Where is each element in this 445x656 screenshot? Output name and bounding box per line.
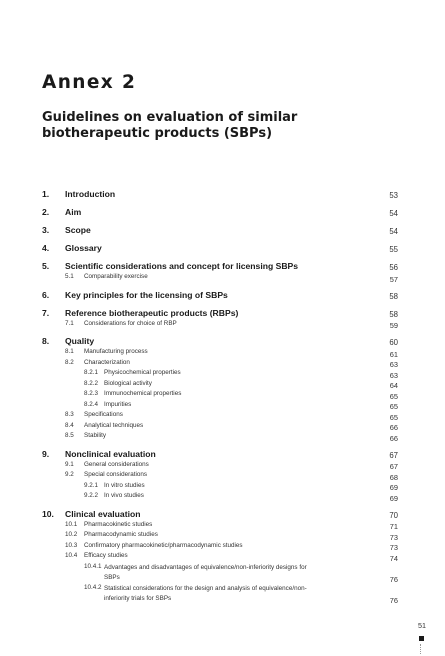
toc-entry-title: Aim	[65, 207, 82, 217]
toc-entry-4	[42, 240, 398, 255]
toc-entry-title: Key principles for the licensing of SBPs	[65, 289, 228, 300]
toc-entry-number: 8.2.2	[84, 379, 99, 387]
toc-entry-10-4-2	[42, 584, 398, 605]
toc-entry-page: 58	[389, 309, 398, 319]
toc-entry-page: 61	[389, 349, 398, 359]
table-of-contents	[42, 186, 398, 605]
toc-entry-title: Analytical techniques	[84, 421, 144, 429]
toc-entry-number: 10.	[42, 508, 54, 519]
toc-entry-number: 10.2	[65, 531, 78, 538]
toc-entry-8-2-1	[42, 369, 398, 380]
toc-entry-number: 9.2	[65, 471, 74, 478]
toc-entry-8-1	[42, 348, 398, 359]
toc-entry-page: 66	[389, 433, 398, 443]
toc-entry-10-4	[42, 552, 398, 563]
toc-entry-page: 67	[389, 450, 398, 460]
toc-entry-title: Statistical considerations for the design and analysis of equivalence/non-inferiority trials for SBPs	[104, 584, 307, 602]
toc-entry-page: 69	[389, 493, 398, 503]
toc-entry-title: General considerations	[84, 460, 149, 468]
toc-entry-page: 70	[389, 510, 398, 520]
toc-entry-page: 74	[389, 553, 398, 563]
toc-entry-7-1	[42, 320, 398, 331]
toc-entry-9	[42, 446, 398, 461]
toc-entry-10-3	[42, 542, 398, 553]
toc-entry-8-2	[42, 359, 398, 370]
toc-entry-5	[42, 258, 398, 273]
toc-entry-title: Reference biotherapeutic products (RBPs)	[65, 307, 239, 318]
toc-entry-page: 64	[389, 381, 398, 390]
toc-entry-7	[42, 305, 398, 320]
toc-entry-page: 59	[389, 321, 398, 330]
toc-entry-8-3	[42, 411, 398, 422]
toc-entry-number: 8.2.1	[84, 369, 99, 376]
toc-entry-8-2-4	[42, 401, 398, 412]
toc-entry-number: 10.3	[65, 541, 78, 549]
toc-entry-title: Characterization	[84, 358, 130, 366]
toc-entry-title: In vitro studies	[104, 481, 145, 489]
toc-entry-9-2	[42, 471, 398, 482]
annex-heading: Annex 2	[42, 72, 137, 93]
toc-entry-number: 8.2.3	[84, 390, 99, 397]
page-marker-square	[419, 636, 424, 641]
toc-entry-number: 10.4.1	[84, 562, 102, 570]
toc-entry-9-1	[42, 461, 398, 472]
toc-entry-page: 54	[389, 227, 398, 236]
toc-entry-number: 8.1	[65, 348, 74, 355]
toc-entry-page: 57	[389, 274, 398, 284]
toc-entry-title: Manufacturing process	[84, 348, 148, 355]
toc-entry-number: 3.	[42, 225, 50, 235]
toc-entry-title: In vivo studies	[104, 492, 144, 499]
toc-entry-9-2-1	[42, 482, 398, 493]
toc-entry-title: Introduction	[65, 189, 116, 199]
toc-entry-page: 76	[389, 595, 398, 605]
toc-entry-9-2-2	[42, 492, 398, 503]
toc-entry-number: 9.2.1	[84, 481, 99, 489]
toc-entry-title: Scientific considerations and concept for licensing SBPs	[65, 261, 299, 271]
toc-entry-page: 63	[389, 370, 398, 380]
toc-entry-8	[42, 333, 398, 348]
toc-entry-number: 7.1	[65, 319, 74, 327]
toc-entry-page: 73	[389, 543, 398, 552]
toc-entry-8-4	[42, 422, 398, 433]
toc-entry-number: 10.4	[65, 552, 78, 559]
toc-entry-title: Stability	[84, 432, 107, 439]
document-title: Guidelines on evaluation of similar biotherapeutic products (SBPs)	[42, 110, 298, 141]
page-number: 51	[418, 621, 426, 630]
toc-entry-page: 60	[389, 338, 398, 347]
toc-entry-title: Immunochemical properties	[104, 390, 182, 397]
toc-entry-title: Confirmatory pharmacokinetic/pharmacodynamic studies	[84, 541, 243, 549]
toc-entry-title: Specifications	[84, 411, 123, 418]
toc-entry-page: 55	[389, 245, 398, 254]
toc-entry-number: 6.	[42, 289, 50, 300]
toc-entry-10-1	[42, 521, 398, 532]
toc-entry-number: 8.5	[65, 432, 74, 439]
toc-entry-page: 58	[389, 291, 398, 301]
toc-entry-number: 4.	[42, 243, 50, 253]
toc-entry-page: 63	[389, 360, 398, 369]
page-marker-dots	[420, 644, 422, 654]
toc-entry-number: 5.1	[65, 273, 74, 280]
toc-entry-10	[42, 506, 398, 521]
toc-entry-10-2	[42, 531, 398, 542]
toc-entry-number: 8.3	[65, 411, 74, 418]
toc-entry-page: 67	[389, 462, 398, 471]
toc-entry-title: Clinical evaluation	[65, 508, 141, 519]
toc-entry-title: Advantages and disadvantages of equivalence/non-inferiority designs for SBPs	[104, 563, 307, 581]
toc-entry-page: 73	[389, 532, 398, 542]
toc-entry-page: 65	[389, 402, 398, 411]
toc-entry-6	[42, 287, 398, 302]
toc-entry-page: 68	[389, 472, 398, 482]
toc-entry-page: 66	[389, 423, 398, 432]
toc-entry-title: Considerations for choice of RBP	[84, 319, 177, 327]
toc-entry-title: Efficacy studies	[84, 552, 128, 559]
toc-entry-number: 2.	[42, 207, 50, 217]
toc-entry-8-2-3	[42, 390, 398, 401]
toc-entry-title: Glossary	[65, 243, 102, 253]
toc-entry-number: 8.2.4	[84, 400, 99, 408]
toc-entry-number: 8.	[42, 336, 50, 346]
toc-entry-title: Pharmacodynamic studies	[84, 531, 158, 538]
toc-entry-8-2-2	[42, 380, 398, 391]
toc-entry-page: 65	[389, 391, 398, 401]
toc-entry-title: Special considerations	[84, 471, 148, 478]
toc-entry-number: 9.1	[65, 460, 74, 468]
toc-entry-8-5	[42, 432, 398, 443]
toc-entry-number: 10.4.2	[84, 583, 102, 591]
toc-entry-number: 10.1	[65, 520, 78, 528]
toc-entry-number: 8.2	[65, 358, 74, 366]
toc-entry-title: Pharmacokinetic studies	[84, 520, 153, 528]
toc-entry-page: 56	[389, 263, 398, 272]
toc-entry-number: 8.4	[65, 421, 74, 429]
toc-entry-page: 69	[389, 483, 398, 492]
toc-entry-page: 76	[389, 574, 398, 584]
toc-entry-title: Physicochemical properties	[104, 369, 181, 376]
toc-entry-2	[42, 204, 398, 219]
toc-entry-number: 7.	[42, 307, 50, 318]
toc-entry-page: 53	[389, 191, 398, 200]
toc-entry-title: Impurities	[104, 400, 132, 408]
toc-entry-page: 54	[389, 209, 398, 218]
toc-entry-1	[42, 186, 398, 201]
toc-entry-number: 5.	[42, 261, 50, 271]
toc-entry-title: Quality	[65, 336, 95, 346]
toc-entry-page: 71	[389, 522, 398, 531]
toc-entry-title: Nonclinical evaluation	[65, 448, 156, 459]
toc-entry-title: Scope	[65, 225, 91, 235]
toc-entry-title: Comparability exercise	[84, 273, 148, 280]
toc-entry-title: Biological activity	[104, 379, 152, 387]
toc-entry-number: 1.	[42, 189, 50, 199]
toc-entry-10-4-1	[42, 563, 398, 584]
toc-entry-3	[42, 222, 398, 237]
toc-entry-page: 65	[389, 412, 398, 422]
toc-entry-number: 9.	[42, 448, 50, 459]
toc-entry-number: 9.2.2	[84, 492, 99, 499]
toc-entry-5-1	[42, 273, 398, 284]
